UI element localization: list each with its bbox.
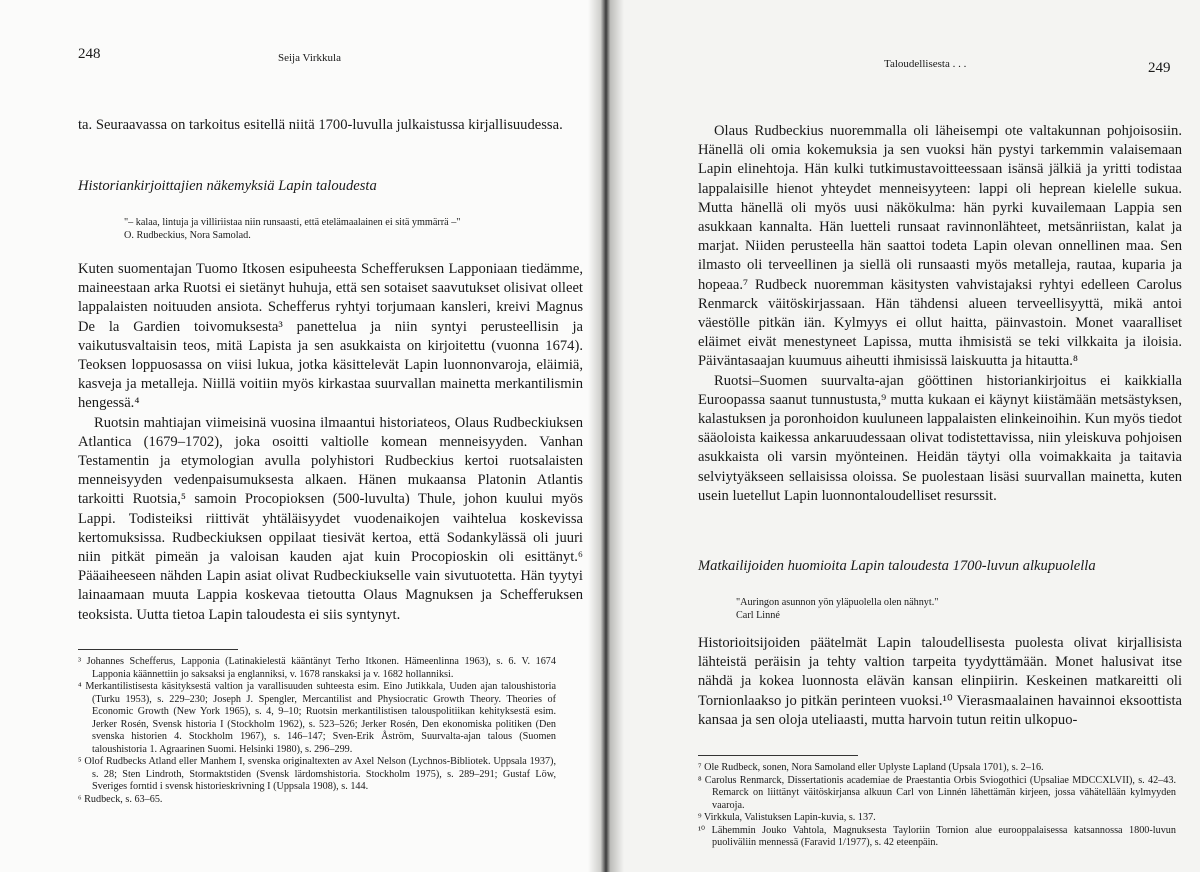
epigraph-quote: "Auringon asunnon yön yläpuolella olen nähnyt." [736,597,939,608]
footnote-rule [78,649,238,650]
paragraph: Ruotsi–Suomen suurvalta-ajan gööttinen historiankirjoitus ei kaikkialla Euroopassa saanut tunnustusta,⁹ mutta kukaan ei käynyt kiistämään metsästyksen, kalastuksen ja poronhoidon kuuluneen lappalaisten elinkeinoihin. Kun myös tiedot sääoloista kaikessa ankaruudessaan olivat todistettavissa, niin yleiskuva pohjoisen asukkaista oli varsin myönteinen. Heidän täytyi olla voimakkaita ja taitavia selviytyäkseen sellaisissa oloissa. Se puolestaan lisäsi suurvallan mainetta, kuten usein luetellut Lapin luonnontaloudelliset resurssit. [698,372,1182,504]
footnotes [698,762,1176,850]
epigraph-quote: "– kalaa, lintuja ja villiriistaa niin runsaasti, että etelämaalainen ei sitä ymmärrä –" [124,217,461,228]
footnote: ⁹ Virkkula, Valistuksen Lapin-kuvia, s. 137. [698,812,876,823]
running-head: Seija Virkkula [278,52,341,64]
body-text [698,634,1182,730]
footnote: ⁸ Carolus Renmarck, Dissertationis academiae de Praestantia Orbis Sviogothici (Upsaliae MDCCXLVII), s. 42–43. Remarck on liittänyt väitöskirjansa alkuun Carl von Linnén lähettämän kirjeen, jossa vähätellään kylmyyden vaaroja. [698,774,1176,811]
footnote: ⁴ Merkantilistisesta käsityksestä valtion ja varallisuuden suhteesta esim. Eino Jutikkala, Uuden ajan taloushistoria (Turku 1953), s. 229–230; Joseph J. Spengler, Mercantilist and Physiocratic Growth Theory. Theories of Economic Growth (New York 1965), s. 4, 9–10; Ruotsin merkantilistisen talouspolitiikan kehityksestä esim. Jerker Rosén, Svensk historia I (Stockholm 1962), s. 523–526; Jerker Rosén, Den ekonomiska politiken (Den svenska historien 4. Stockholm 1967), s. 146–147; Sven-Erik Åström, Suurvalta-ajan talous (Suomen taloushistoria 1. Agraarinen Suomi. Helsinki 1980), s. 296–299. [78,681,556,755]
footnotes [78,656,556,806]
paragraph: Kuten suomentajan Tuomo Itkosen esipuheesta Schefferuksen Lapponiaan tiedämme, maineestaan arka Ruotsi ei sietänyt huhuja, että sen sotaiset saavutukset olisivat olleet lappalaisten noituuden ansiota. Schefferus ryhtyi torjumaan kansleri, kreivi Magnus De la Gardien toivomuksesta³ panettelua ja niin syntyi perusteellisin ja vaikutusvaltaisin teos, mitä Lapista ja sen asukkaista on kirjoitettu (vuonna 1674). Teoksen loppuosassa on viisi lukua, jotka käsittelevät Lapin luonnonvaroja, eläimiä, kasveja ja metalleja. Niillä voitiin myös kirkastaa suurvallan mainetta merkantilismin hengessä.⁴ [78,261,583,412]
right-page [600,0,1200,872]
page-number: 248 [78,46,101,62]
section-heading: Matkailijoiden huomioita Lapin taloudesta 1700-luvun alkupuolella [698,558,1096,574]
epigraph-source: Carl Linné [736,610,780,621]
book-gutter [588,0,624,872]
epigraph [736,596,1156,622]
body-text [78,260,583,625]
epigraph-source: O. Rudbeckius, Nora Samolad. [124,230,251,241]
epigraph [124,216,564,242]
intro-text: ta. Seuraavassa on tarkoitus esitellä niitä 1700-luvulla julkaistussa kirjallisuudessa. [78,117,563,133]
footnote: ⁶ Rudbeck, s. 63–65. [78,793,163,805]
footnote: ¹⁰ Lähemmin Jouko Vahtola, Magnuksesta Tayloriin Tornion alue eurooppalaisessa katsannossa 1800-luvun puoliväliin mennessä (Faravid 1/1977), s. 42 eteenpäin. [698,824,1176,848]
running-head: Taloudellisesta . . . [884,58,967,70]
footnote: ³ Johannes Schefferus, Lapponia (Latinakielestä kääntänyt Terho Itkonen. Hämeenlinna 1963), s. 6. V. 1674 Lapponia käännettiin jo saksaksi ja englanniksi, v. 1678 ranskaksi ja v. 1682 hollanniksi. [78,656,556,680]
paragraph: Historioitsijoiden päätelmät Lapin taloudellisesta puolesta olivat kirjallisista lähteistä peräisin ja tehty valtion tarpeita tyydyttämään. Monet halusivat itse nähdä ja kokea luonnosta elävän kansan elinpiirin. Keskeinen matkareitti oli Tornionlaakso jo pitkän perinteen vuoksi.¹⁰ Vierasmaalainen havainnoi eksoottista kansaa ja sen oloja uteliaasti, mutta harvoin tutun reitin ulkopuo- [698,635,1182,728]
footnote: ⁷ Ole Rudbeck, sonen, Nora Samoland eller Uplyste Lapland (Upsala 1701), s. 2–16. [698,762,1044,773]
footnote-rule [698,755,858,756]
paragraph: Ruotsin mahtiajan viimeisinä vuosina ilmaantui historiateos, Olaus Rudbeckiuksen Atlantica (1679–1702), joka osoitti valtiolle komean menneisyyden. Vanhan Testamentin ja etymologian avulla polyhistori Rudbeckius kertoi ruotsalaisten menneisyyden vedenpaisumuksesta alkaen. Hänen mukaansa Platonin Atlantis tarkoitti Ruotsia,⁵ samoin Procopioksen (500-luvulta) Thule, johon kuului myös Lappi. Todisteiksi riittivät yhtäläisyydet vuodenaikojen vaihtelua koskevissa kertomuksissa. Rudbeckiuksen oppilaat tiesivät kertoa, että Sodankylässä oli juuri niin pitkät pimeän ja valoisan kauden ajat kuin Procopioskin oli esittänyt.⁶ Pääaiheeseen nähden Lapin asiat olivat Rudbeckiukselle vain sivutuotetta. Hän tyytyi lainaamaan muuta Lappia koskevaa tietoutta Olaus Magnuksen ja Schefferuksen teoksista. Uutta tietoa Lapin taloudesta ei siis syntynyt. [78,414,583,623]
section-heading: Historiankirjoittajien näkemyksiä Lapin taloudesta [78,178,377,194]
body-text [698,122,1182,506]
footnote: ⁵ Olof Rudbecks Atland eller Manhem I, svenska originaltexten av Axel Nelson (Lychnos-Bibliotek. Uppsala 1937), s. 28; Sten Lindroth, Stormaktstiden (Svensk lärdomshistoria. Stockholm 1975), s. 289–291; Gustaf Löw, Sveriges forntid i svensk historieskrivning I (Uppsala 1908), s. 144. [78,756,556,792]
paragraph: Olaus Rudbeckius nuoremmalla oli läheisempi ote valtakunnan pohjoisosiin. Hänellä oli omia kokemuksia ja sen vuoksi hän pystyi tarkemmin valaisemaan Lapin elinehtoja. Hän kulki tutkimustavoitteessaan isänsä jälkiä ja yritti todistaa lappalaisille hienot yhteydet menneisyyteen: lappi oli heprean kielelle sukua. Mutta hänellä oli myös uusi näkökulma: hän pyrki kuvailemaan Lappia sen asukkaan kannalta. Hän luetteli runsaat ravinnonlähteet, metsänriistan, kalat ja marjat. Niiden perusteella hän saattoi todeta Lapin olevan onnellinen maa. Sen ilmasto oli terveellinen ja siellä oli runsaasti myös metalleja, rautaa, kuparia ja hopeaa.⁷ Rudbeck nuoremman käsitysten vahvistajaksi ryhtyi edelleen Carolus Renmarck väitöskirjassaan. Hän tähdensi alueen terveellisyyttä, mikä antoi väestölle pitkän iän. Kylmyys ei ollut haitta, päinvastoin. Monet vaaralliset eläimet eivät menestyneet Lapissa, mutta ihmisistä se teki vilkkaita ja iloisia. Päiväntasaajan kuumuus aiheutti ihmisissä laiskuutta ja hitautta.⁸ [698,123,1182,370]
page-number: 249 [1148,60,1171,76]
